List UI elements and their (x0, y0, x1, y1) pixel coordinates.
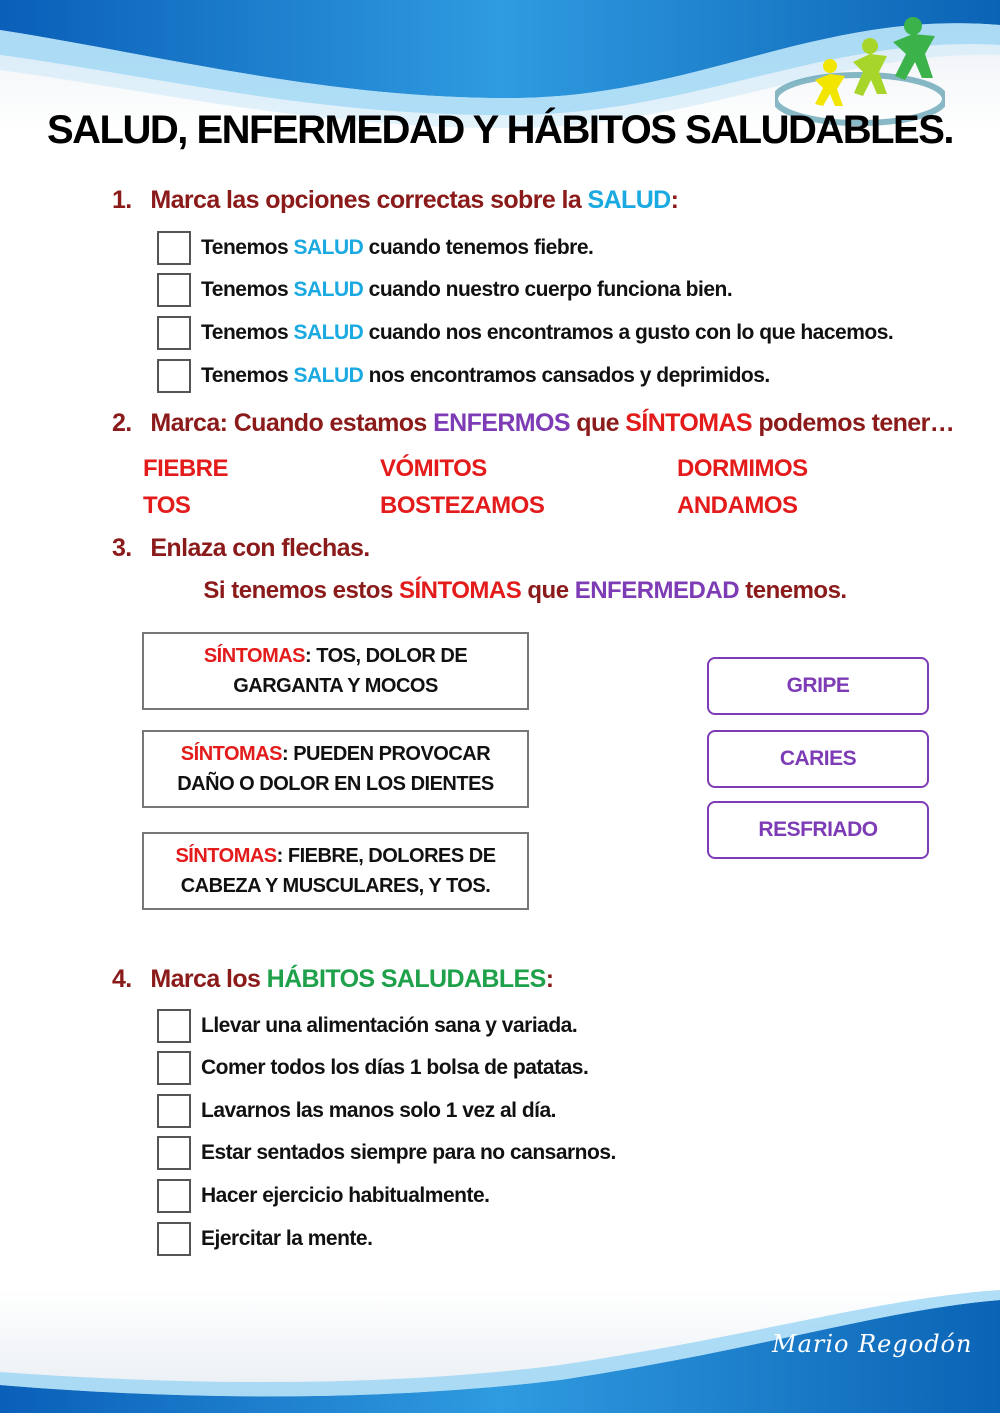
keyword-sintomas: SÍNTOMAS (398, 577, 522, 604)
question-text-end: podemos tener… (752, 409, 955, 437)
q4-option-2-checkbox[interactable] (157, 1051, 191, 1085)
q4-option-1-checkbox[interactable] (157, 1009, 191, 1043)
q4-option (157, 1092, 556, 1130)
keyword-habitos-saludables: HÁBITOS SALUDABLES (266, 965, 546, 993)
q1-option-3-label (201, 321, 893, 345)
symptom-box-2[interactable] (142, 730, 529, 808)
symptom-description: : FIEBRE, DOLORES DE CABEZA Y MUSCULARES, Y TOS. (180, 845, 496, 897)
question-text: que (569, 409, 626, 437)
question-text: Enlaza con flechas. (150, 534, 370, 562)
q1-option (157, 229, 593, 267)
symptom-label: SÍNTOMAS (175, 845, 277, 867)
question-number: 1. (112, 186, 132, 214)
option-text: Tenemos (201, 364, 294, 387)
q4-option-3-checkbox[interactable] (157, 1094, 191, 1128)
q4-option-2-label: Comer todos los días 1 bolsa de patatas. (201, 1056, 589, 1079)
q4-option (157, 1049, 588, 1087)
author-signature: Mario Regodón (772, 1330, 973, 1358)
option-text: cuando nuestro cuerpo funciona bien. (363, 278, 733, 301)
q4-option (157, 1177, 489, 1215)
symptom-option[interactable]: DORMIMOS (677, 455, 808, 482)
question-3-title (112, 534, 370, 563)
keyword-salud: SALUD (293, 364, 364, 387)
question-number: 2. (112, 409, 132, 437)
symptom-box-3[interactable] (142, 832, 529, 910)
question-1-title (112, 186, 678, 215)
option-text: Tenemos (201, 321, 294, 344)
question-number: 3. (112, 534, 132, 562)
question-text-end: : (545, 965, 554, 993)
keyword-enfermos: ENFERMOS (433, 409, 570, 437)
question-text-end: : (670, 186, 679, 214)
symptom-option[interactable]: VÓMITOS (380, 455, 487, 482)
question-3-subtitle (0, 577, 1000, 605)
option-text: cuando tenemos fiebre. (363, 236, 594, 259)
question-text: Marca: Cuando estamos (150, 409, 434, 437)
q4-option-5-checkbox[interactable] (157, 1179, 191, 1213)
disease-box-resfriado[interactable]: RESFRIADO (707, 801, 929, 859)
keyword-salud: SALUD (293, 321, 364, 344)
q1-option (157, 271, 732, 309)
symptom-label: SÍNTOMAS (180, 743, 282, 765)
symptom-box-1[interactable] (142, 632, 529, 710)
keyword-salud: SALUD (293, 236, 364, 259)
symptom-description: : TOS, DOLOR DE GARGANTA Y MOCOS (233, 645, 468, 697)
option-text: Tenemos (201, 236, 294, 259)
q1-option-2-checkbox[interactable] (157, 273, 191, 307)
q1-option (157, 357, 770, 395)
symptom-option[interactable]: BOSTEZAMOS (380, 492, 545, 519)
q1-option-1-checkbox[interactable] (157, 231, 191, 265)
keyword-sintomas: SÍNTOMAS (625, 409, 752, 437)
question-4-title (112, 965, 553, 994)
q4-option-6-label: Ejercitar la mente. (201, 1227, 373, 1250)
keyword-salud: SALUD (293, 278, 364, 301)
q4-option-6-checkbox[interactable] (157, 1222, 191, 1256)
question-number: 4. (112, 965, 132, 993)
symptom-label: SÍNTOMAS (203, 645, 306, 667)
symptom-option[interactable]: FIEBRE (143, 455, 229, 482)
q4-option (157, 1007, 577, 1045)
symptom-box-text (154, 641, 517, 701)
q1-option-4-checkbox[interactable] (157, 359, 191, 393)
subtitle-text: que (521, 577, 575, 604)
disease-box-gripe[interactable]: GRIPE (707, 657, 929, 715)
symptom-description: : PUEDEN PROVOCAR DAÑO O DOLOR EN LOS DIENTES (177, 743, 494, 795)
subtitle-text: Si tenemos estos (203, 577, 399, 604)
symptom-option[interactable]: TOS (143, 492, 191, 519)
q4-option-4-checkbox[interactable] (157, 1136, 191, 1170)
option-text: cuando nos encontramos a gusto con lo que hacemos. (363, 321, 894, 344)
q1-option-2-label (201, 278, 732, 302)
disease-box-caries[interactable]: CARIES (707, 730, 929, 788)
question-text: Marca los (150, 965, 267, 993)
q1-option (157, 314, 893, 352)
question-text: Marca las opciones correctas sobre la (150, 186, 588, 214)
option-text: nos encontramos cansados y deprimidos. (363, 364, 770, 387)
q1-option-4-label (201, 364, 770, 388)
keyword-salud: SALUD (587, 186, 671, 214)
q4-option (157, 1134, 616, 1172)
question-2-title (112, 409, 954, 438)
q1-option-3-checkbox[interactable] (157, 316, 191, 350)
page-title: SALUD, ENFERMEDAD Y HÁBITOS SALUDABLES. (46, 108, 954, 152)
keyword-enfermedad: ENFERMEDAD (574, 577, 740, 604)
q4-option-1-label: Llevar una alimentación sana y variada. (201, 1014, 578, 1037)
q4-option-4-label: Estar sentados siempre para no cansarnos. (201, 1141, 616, 1164)
subtitle-text: tenemos. (739, 577, 847, 604)
q4-option-5-label: Hacer ejercicio habitualmente. (201, 1184, 490, 1207)
q4-option-3-label: Lavarnos las manos solo 1 vez al día. (201, 1099, 556, 1122)
symptom-box-text (154, 841, 517, 901)
option-text: Tenemos (201, 278, 294, 301)
q1-option-1-label (201, 236, 593, 260)
q4-option (157, 1220, 372, 1258)
symptom-option[interactable]: ANDAMOS (677, 492, 798, 519)
symptom-box-text (154, 739, 517, 799)
